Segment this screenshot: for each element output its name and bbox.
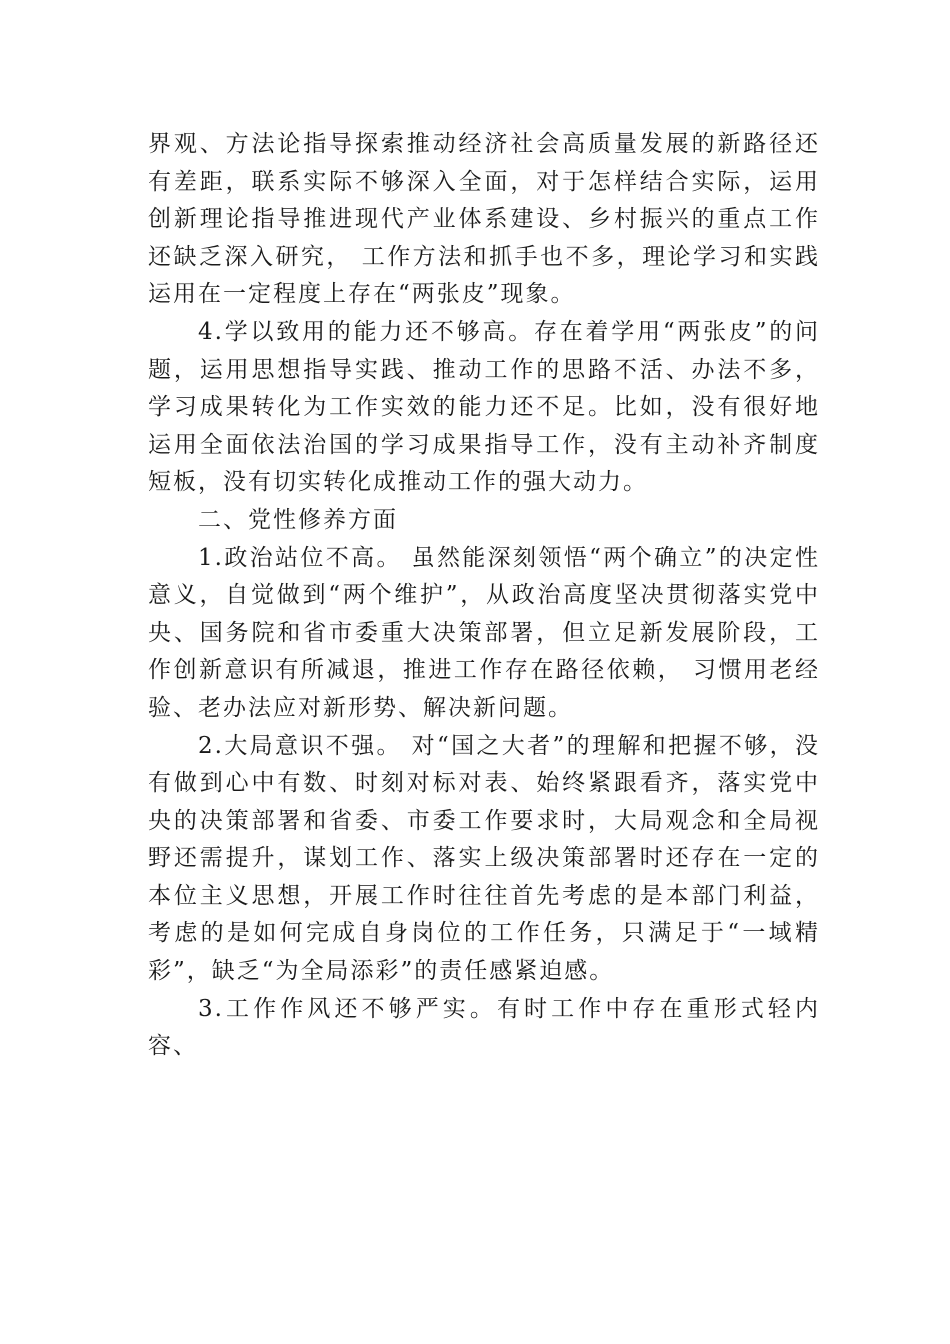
- document-body: [148, 126, 820, 1066]
- section-heading-party-spirit: 二、党性修养方面: [198, 506, 398, 533]
- paragraph-item-3: 3.工作作风还不够严实。有时工作中存在重形式轻内容、: [148, 995, 820, 1060]
- paragraph-item-2: 2.大局意识不强。 对“国之大者”的理解和把握不够，没有做到心中有数、时刻对标对表、始终紧跟看齐，落实党中央的决策部署和省委、市委工作要求时，大局观念和全局视野还需提升，谋划工作、落实上级决策部署时还存在一定的本位主义思想，开展工作时往往首先考虑的是本部门利益，考虑的是如何完成自身岗位的工作任务，只满足于“一域精彩”，缺乏“为全局添彩”的责任感紧迫感。: [148, 732, 820, 985]
- paragraph-item-4: 4.学以致用的能力还不够高。存在着学用“两张皮”的问题，运用思想指导实践、推动工作的思路不活、办法不多，学习成果转化为工作实效的能力还不足。比如，没有很好地运用全面依法治国的学习成果指导工作，没有主动补齐制度短板，没有切实转化成推动工作的强大动力。: [148, 318, 820, 496]
- paragraph-item-1: 1.政治站位不高。 虽然能深刻领悟“两个确立”的决定性意义，自觉做到“两个维护”，从政治高度坚决贯彻落实党中央、国务院和省市委重大决策部署，但立足新发展阶段，工作创新意识有所减退，推进工作存在路径依赖， 习惯用老经验、老办法应对新形势、解决新问题。: [148, 544, 820, 721]
- paragraph-continuation: 界观、方法论指导探索推动经济社会高质量发展的新路径还有差距，联系实际不够深入全面，对于怎样结合实际，运用创新理论指导推进现代产业体系建设、乡村振兴的重点工作还缺乏深入研究， 工作方法和抓手也不多，理论学习和实践 运用在一定程度上存在“两张皮”现象。: [148, 131, 820, 308]
